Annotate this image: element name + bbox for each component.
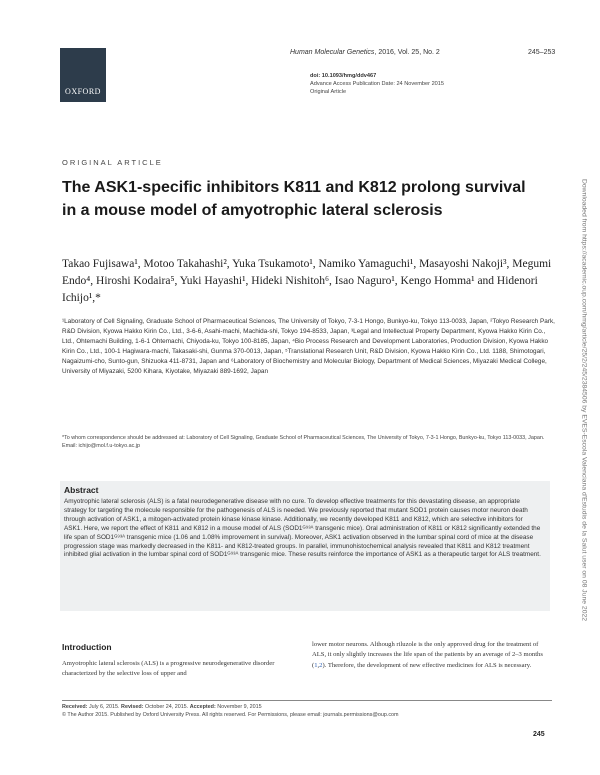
reference-link-2[interactable]: 2 xyxy=(319,661,323,669)
reference-separator: , xyxy=(317,661,320,669)
intro-right-text-2: ). Therefore, the development of new effective medicines for ALS is necessary. xyxy=(322,661,532,669)
intro-right-column xyxy=(312,640,552,671)
article-dates xyxy=(62,703,399,711)
article-title: The ASK1-specific inhibitors K811 and K812 prolong survival in a mouse model of amyotrophic lateral sclerosis xyxy=(62,179,526,219)
article-type: Original Article xyxy=(310,89,347,95)
copyright-notice: © The Author 2015. Published by Oxford University Press. All rights reserved. For Permissions, please email: journals.permissions@oup.com xyxy=(62,712,399,719)
received-label: Received: xyxy=(62,704,88,710)
advance-access-date: Advance Access Publication Date: 24 November 2015 xyxy=(310,81,445,87)
accepted-label: Accepted: xyxy=(189,704,216,710)
page-number: 245 xyxy=(533,731,545,738)
footer-divider xyxy=(62,700,552,701)
revised-label: Revised: xyxy=(121,704,144,710)
reference-link-1[interactable]: 1 xyxy=(314,661,318,669)
journal-name: Human Molecular Genetics xyxy=(290,49,375,56)
abstract-heading: Abstract xyxy=(64,485,99,495)
journal-details: , 2016, Vol. 25, No. 2 xyxy=(374,49,440,56)
abstract-text: Amyotrophic lateral sclerosis (ALS) is a fatal neurodegenerative disease with no cure. To develop effective treatments for this devastating disease, an appropriate strategy for targeting the molecule responsible for the pathogenesis of ALS is needed. We previously reported that mutant SOD1 protein causes motor neuron death through activation of ASK1, a mitogen-activated protein kinase kinase kinase. Additionally, we recently developed K811 and K812, which are selective inhibitors for ASK1. Here, we report the effect of K811 and K812 in a mouse model of ALS (SOD1ᴳ⁹³ᴬ transgenic mice). Oral administration of K811 or K812 significantly extended the life span of SOD1ᴳ⁹³ᴬ transgenic mice (1.06 and 1.08% improvement in survival). Moreover, ASK1 activation observed in the lumbar spinal cord of mice at the disease progression stage was markedly decreased in the K811- and K812-treated groups. In parallel, immunohistochemical analysis revealed that K811 and K812 treatment inhibited glial activation in the lumbar spinal cord of SOD1ᴳ⁹³ᴬ transgenic mice. These results reinforce the importance of ASK1 as a therapeutic target for ALS treatment. xyxy=(64,498,541,559)
accepted-date: November 9, 2015 xyxy=(215,704,262,710)
section-label: ORIGINAL ARTICLE xyxy=(62,158,163,167)
doi-link[interactable]: doi: 10.1093/hmg/ddv467 xyxy=(310,73,377,79)
article-meta xyxy=(310,72,444,96)
intro-left-column: Amyotrophic lateral sclerosis (ALS) is a progressive neurodegenerative disorder characterized by the selective loss of upper and xyxy=(62,660,275,678)
revised-date: October 24, 2015. xyxy=(143,704,190,710)
download-note: Downloaded from https://academic.oup.com/hmg/article/25/2/245/2384506 by EVES-Escola Valenciana d'Estudis de la Salut user on 08 June 2022 xyxy=(580,178,588,622)
footer-notes xyxy=(62,703,399,719)
correspondence-note: *To whom correspondence should be addressed at: Laboratory of Cell Signaling, Graduate School of Pharmaceutical Sciences, The University of Tokyo, 7-3-1 Hongo, Bunkyo-ku, Tokyo 113-0033, Japan. Email: ichijo@mol.f.u-tokyo.ac.jp xyxy=(62,435,545,449)
page-range: 245–253 xyxy=(528,49,556,56)
intro-right-text-1: lower motor neurons. Although riluzole is the only approved drug for the treatment of ALS, it only slightly increases the life span of the patients by an average of 2–3 months ( xyxy=(312,641,543,669)
intro-heading: Introduction xyxy=(62,642,112,652)
author-list: Takao Fujisawa¹, Motoo Takahashi², Yuka Tsukamoto¹, Namiko Yamaguchi¹, Masayoshi Nakoji³, Megumi Endo⁴, Hiroshi Kodaira⁵, Yuki Hayashi¹, Hideki Nishitoh⁶, Isao Naguro¹, Kengo Homma¹ and Hidenori Ichijo¹,* xyxy=(62,258,552,304)
received-date: July 6, 2015. xyxy=(87,704,122,710)
logo-text: OXFORD xyxy=(65,87,101,96)
download-sidebar xyxy=(577,160,591,640)
affiliations: ¹Laboratory of Cell Signaling, Graduate School of Pharmaceutical Sciences, The University of Tokyo, 7-3-1 Hongo, Bunkyo-ku, Tokyo 113-0033, Japan, ²Tokyo Research Park, R&D Division, Kyowa Hakko Kirin Co., Ltd., 3-6-6, Asahi-machi, Machida-shi, Tokyo 194-8533, Japan, ³Legal and Intellectual Property Department, Kyowa Hakko Kirin Co., Ltd., Ohtemachi Building, 1-6-1 Ohtemachi, Chiyoda-ku, Tokyo 100-8185, Japan, ⁴Bio Process Research and Development Laboratories, Production Division, Kyowa Hakko Kirin Co., Ltd., 100-1 Hagiwara-machi, Takasaki-shi, Gunma 370-0013, Japan, ⁵Translational Research Unit, R&D Division, Kyowa Hakko Kirin Co., Ltd. 1188, Shimotogari, Nagaizumi-cho, Sunto-gun, Shizuoka 411-8731, Japan and ⁶Laboratory of Biochemistry and Molecular Biology, Department of Medical Sciences, Miyazaki Medical College, University of Miyazaki, 5200 Kihara, Kiyotake, Miyazaki 889-1692, Japan xyxy=(62,318,555,375)
journal-citation xyxy=(290,49,440,56)
publisher-logo xyxy=(60,48,106,102)
